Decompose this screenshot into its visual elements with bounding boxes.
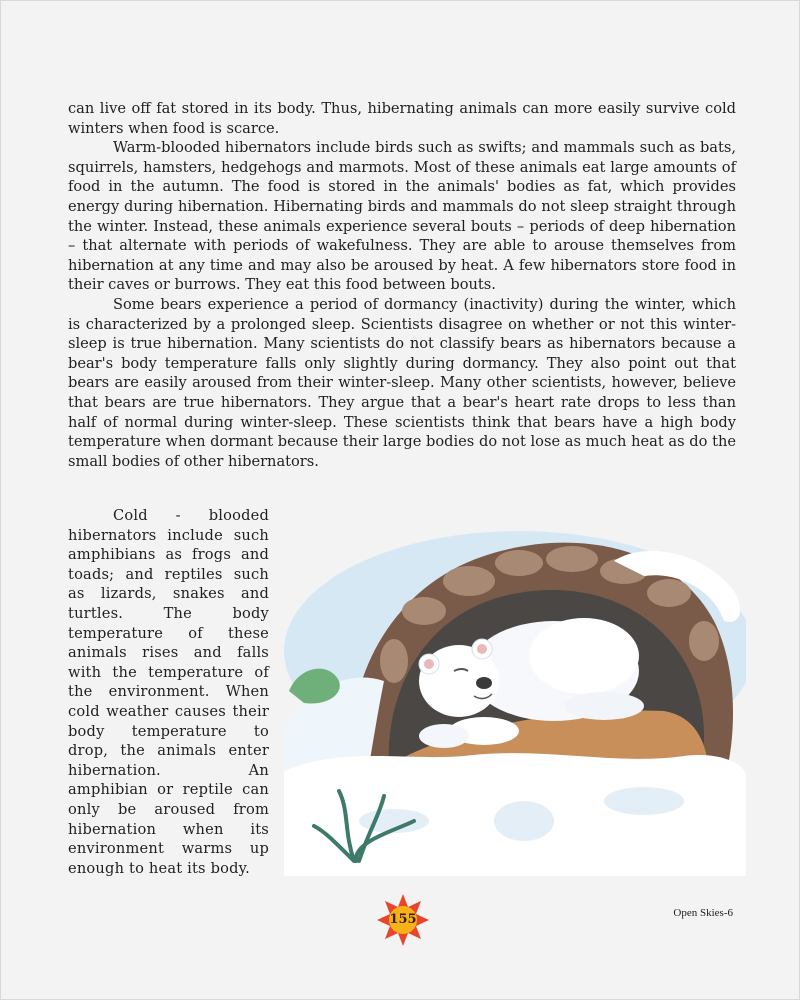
- page-number: 155: [389, 912, 417, 927]
- polar-bear-cave-illustration: [284, 531, 746, 876]
- book-title: Open Skies-6: [673, 907, 733, 919]
- paragraph-continuation: can live off fat stored in its body. Thus, hibernating animals can more easily survive cold winters when food is scarce.: [68, 100, 736, 137]
- side-text: [68, 506, 269, 878]
- paragraph-cold-blooded: Cold - blooded hibernators include such amphibians as frogs and toads; and reptiles such as lizards, snakes and turtles. The body temperature of these animals rises and falls with the temperature of the environment. When cold weather causes their body temperature to drop, the animals enter hibernation. An amphibian or reptile can only be aroused from hibernation when its environment warms up enough to heat its body.: [68, 507, 269, 877]
- paragraph-warm-blooded: Warm-blooded hibernators include birds such as swifts; and mammals such as bats, squirrels, hamsters, hedgehogs and marmots. Most of these animals eat large amounts of food in the autumn. The food is stored in the animals' bodies as fat, which provides energy during hibernation. Hibernating birds and mammals do not sleep straight through the winter. Instead, these animals experience several bouts – periods of deep hibernation – that alternate with periods of wakefulness. They are able to arouse themselves from hibernation at any time and may also be aroused by heat. A few hibernators store food in their caves or burrows. They eat this food between bouts.: [68, 139, 736, 294]
- body-text: [68, 99, 736, 471]
- paragraph-bears: Some bears experience a period of dormancy (inactivity) during the winter, which is characterized by a prolonged sleep. Scientists disagree on whether or not this winter-sleep is true hibernation. Many scientists do not classify bears as hibernators because a bear's body temperature falls only slightly during dormancy. They also point out that bears are easily aroused from their winter-sleep. Many other scientists, however, believe that bears are true hibernators. They argue that a bear's heart rate drops to less than half of normal during winter-sleep. These scientists think that bears have a high body temperature when dormant because their large bodies do not lose as much heat as do the small bodies of other hibernators.: [68, 295, 736, 470]
